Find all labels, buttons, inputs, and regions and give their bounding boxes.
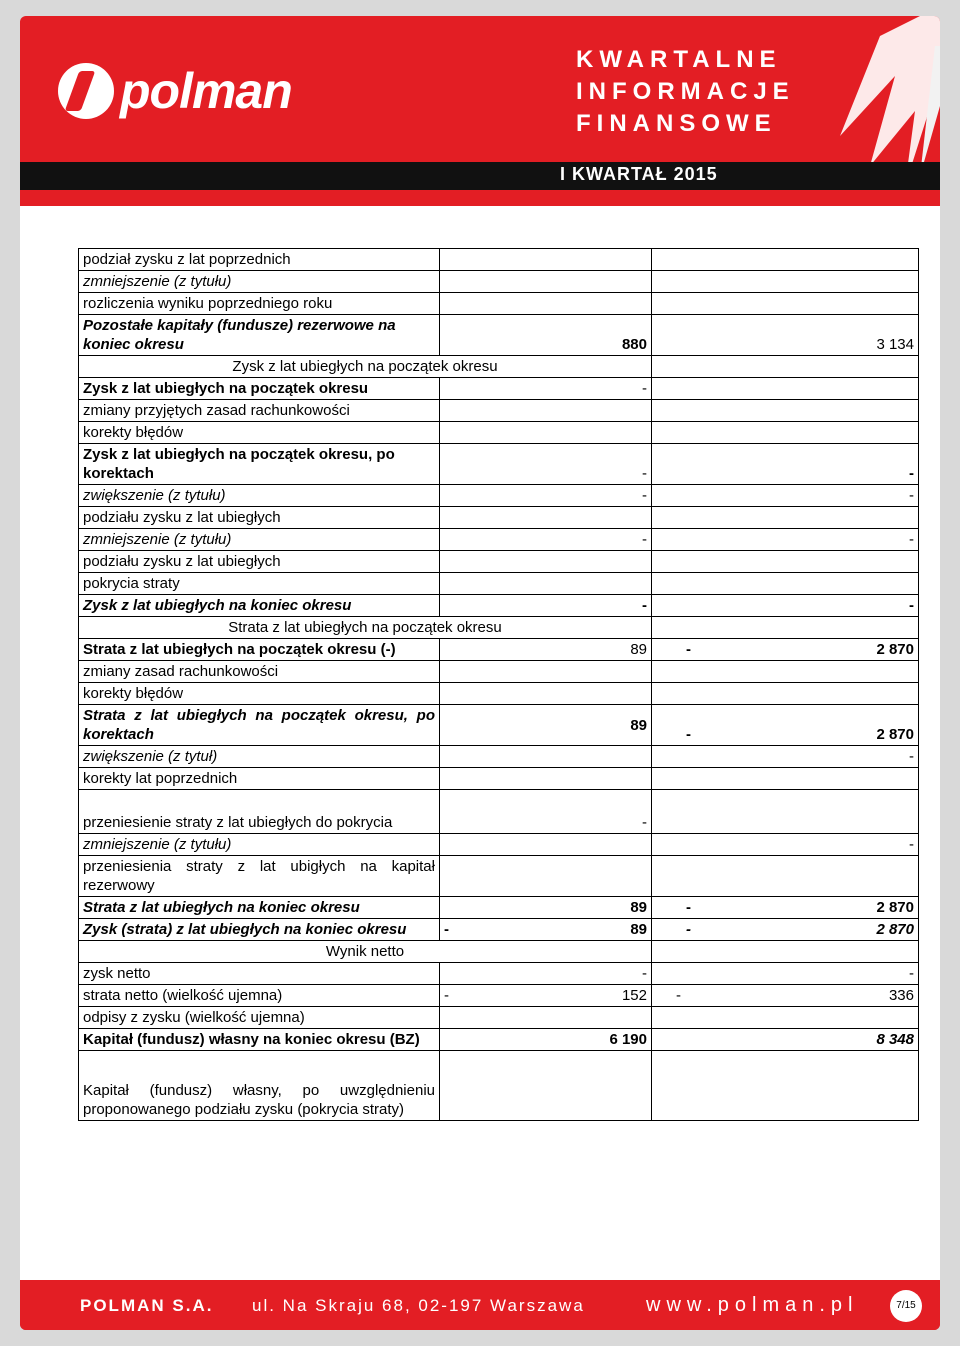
cell-value: - bbox=[440, 485, 652, 507]
cell-amount: 2 870 bbox=[876, 921, 914, 938]
row-label: korekty błędów bbox=[79, 422, 440, 444]
cell-value bbox=[652, 639, 919, 661]
cell-value: 89 bbox=[440, 705, 652, 746]
cell-value bbox=[440, 768, 652, 790]
table-row bbox=[79, 768, 919, 790]
section-header: Strata z lat ubiegłych na początek okresu bbox=[79, 617, 652, 639]
logo-text: polman bbox=[120, 63, 292, 119]
cell-value: 3 134 bbox=[652, 315, 919, 356]
section-header-row bbox=[79, 617, 919, 639]
cell-value: 89 bbox=[440, 897, 652, 919]
row-label: zmniejszenie (z tytułu) bbox=[79, 529, 440, 551]
equity-changes-table bbox=[78, 248, 919, 1121]
table-row bbox=[79, 1029, 919, 1051]
cell-sign: - bbox=[686, 899, 691, 916]
cell-value: - bbox=[440, 790, 652, 834]
footer-website: www.polman.pl bbox=[646, 1294, 859, 1316]
cell-value: - bbox=[440, 529, 652, 551]
row-label: strata netto (wielkość ujemna) bbox=[79, 985, 440, 1007]
cell-value: - bbox=[652, 746, 919, 768]
table-row bbox=[79, 444, 919, 485]
table-row bbox=[79, 985, 919, 1007]
report-title-line: KWARTALNE bbox=[576, 46, 782, 73]
table-row bbox=[79, 963, 919, 985]
cell-value bbox=[652, 400, 919, 422]
table-row bbox=[79, 378, 919, 400]
cell-value: - bbox=[652, 595, 919, 617]
cell-value bbox=[440, 507, 652, 529]
cell-value bbox=[652, 617, 919, 639]
footer bbox=[20, 1282, 940, 1330]
table-row bbox=[79, 834, 919, 856]
table-row bbox=[79, 897, 919, 919]
cell-value bbox=[652, 507, 919, 529]
cell-value: 6 190 bbox=[440, 1029, 652, 1051]
table-row bbox=[79, 683, 919, 705]
table-row bbox=[79, 595, 919, 617]
cell-split bbox=[656, 725, 914, 744]
row-label: zmiany zasad rachunkowości bbox=[79, 661, 440, 683]
cell-value bbox=[652, 378, 919, 400]
cell-value bbox=[440, 271, 652, 293]
cell-sign: - bbox=[686, 641, 691, 658]
section-header-row bbox=[79, 941, 919, 963]
cell-sign: - bbox=[444, 987, 449, 1004]
table-row bbox=[79, 573, 919, 595]
table-row bbox=[79, 551, 919, 573]
cell-value bbox=[440, 293, 652, 315]
company-logo bbox=[58, 56, 292, 126]
content-area bbox=[20, 206, 940, 1280]
cell-value bbox=[652, 573, 919, 595]
row-label: korekty błędów bbox=[79, 683, 440, 705]
cell-value bbox=[652, 1007, 919, 1029]
cell-split bbox=[656, 986, 914, 1005]
cell-value bbox=[440, 551, 652, 573]
cell-value bbox=[440, 834, 652, 856]
cell-amount: 152 bbox=[621, 987, 647, 1004]
table-row bbox=[79, 400, 919, 422]
cell-value bbox=[440, 1051, 652, 1121]
row-label: Strata z lat ubiegłych na początek okresu, po korektach bbox=[79, 705, 440, 746]
row-label: zwiększenie (z tytułu) bbox=[79, 485, 440, 507]
cell-value bbox=[440, 400, 652, 422]
row-label: odpisy z zysku (wielkość ujemna) bbox=[79, 1007, 440, 1029]
table-row bbox=[79, 422, 919, 444]
row-label: Kapitał (fundusz) własny na koniec okresu (BZ) bbox=[79, 1029, 440, 1051]
row-label: Strata z lat ubiegłych na koniec okresu bbox=[79, 897, 440, 919]
cell-amount: 336 bbox=[888, 987, 914, 1004]
cell-value bbox=[652, 1051, 919, 1121]
cell-value bbox=[652, 705, 919, 746]
cell-value bbox=[652, 919, 919, 941]
logo-mark-icon bbox=[58, 63, 114, 119]
table-row bbox=[79, 919, 919, 941]
section-header: Wynik netto bbox=[79, 941, 652, 963]
cell-value bbox=[440, 422, 652, 444]
cell-value bbox=[652, 941, 919, 963]
report-title bbox=[576, 44, 795, 140]
row-label: rozliczenia wyniku poprzedniego roku bbox=[79, 293, 440, 315]
row-label: zwiększenie (z tytuł) bbox=[79, 746, 440, 768]
cell-value bbox=[652, 661, 919, 683]
table-row bbox=[79, 790, 919, 834]
header bbox=[20, 16, 940, 216]
table-row bbox=[79, 661, 919, 683]
cell-value bbox=[652, 271, 919, 293]
cell-split bbox=[656, 640, 914, 659]
table-row bbox=[79, 529, 919, 551]
row-label: Zysk z lat ubiegłych na początek okresu, po korektach bbox=[79, 444, 440, 485]
row-label: Strata z lat ubiegłych na początek okresu (-) bbox=[79, 639, 440, 661]
page-number: 7/15 bbox=[890, 1290, 922, 1322]
cell-sign: - bbox=[686, 726, 691, 743]
row-label: podział zysku z lat poprzednich bbox=[79, 249, 440, 271]
row-label: zysk netto bbox=[79, 963, 440, 985]
row-label: Zysk z lat ubiegłych na początek okresu bbox=[79, 378, 440, 400]
row-label: zmniejszenie (z tytułu) bbox=[79, 834, 440, 856]
cell-split bbox=[444, 986, 647, 1005]
table-row bbox=[79, 1007, 919, 1029]
table-row bbox=[79, 293, 919, 315]
cell-amount: 89 bbox=[630, 921, 647, 938]
cell-value bbox=[440, 856, 652, 897]
table-row bbox=[79, 705, 919, 746]
quarter-label: I KWARTAŁ 2015 bbox=[560, 164, 718, 184]
cell-value bbox=[440, 985, 652, 1007]
footer-company: POLMAN S.A. bbox=[80, 1296, 214, 1315]
row-label: Pozostałe kapitały (fundusze) rezerwowe na koniec okresu bbox=[79, 315, 440, 356]
page bbox=[20, 16, 940, 1330]
row-label: pokrycia straty bbox=[79, 573, 440, 595]
table-row bbox=[79, 271, 919, 293]
cell-value: 89 bbox=[440, 639, 652, 661]
row-label: przeniesienie straty z lat ubiegłych do pokrycia bbox=[79, 790, 440, 834]
cell-amount: 2 870 bbox=[876, 899, 914, 916]
cell-value: 880 bbox=[440, 315, 652, 356]
footer-address: ul. Na Skraju 68, 02-197 Warszawa bbox=[252, 1296, 585, 1315]
cell-value: - bbox=[652, 529, 919, 551]
cell-value: 8 348 bbox=[652, 1029, 919, 1051]
cell-value bbox=[652, 768, 919, 790]
cell-value bbox=[440, 746, 652, 768]
row-label: Zysk z lat ubiegłych na koniec okresu bbox=[79, 595, 440, 617]
section-header: Zysk z lat ubiegłych na początek okresu bbox=[79, 356, 652, 378]
row-label: zmniejszenie (z tytułu) bbox=[79, 271, 440, 293]
cell-value bbox=[652, 985, 919, 1007]
cell-value bbox=[440, 573, 652, 595]
table-row bbox=[79, 249, 919, 271]
row-label: zmiany przyjętych zasad rachunkowości bbox=[79, 400, 440, 422]
cell-value bbox=[652, 856, 919, 897]
cell-value bbox=[652, 293, 919, 315]
cell-value bbox=[440, 661, 652, 683]
table-row bbox=[79, 507, 919, 529]
report-title-line: INFORMACJE bbox=[576, 78, 795, 105]
cell-value bbox=[652, 683, 919, 705]
cell-split bbox=[444, 920, 647, 939]
row-label: podziału zysku z lat ubiegłych bbox=[79, 551, 440, 573]
cell-value bbox=[652, 897, 919, 919]
cell-value bbox=[652, 790, 919, 834]
cell-sign: - bbox=[676, 987, 681, 1004]
cell-value: - bbox=[440, 444, 652, 485]
cell-value: - bbox=[652, 485, 919, 507]
table-row bbox=[79, 746, 919, 768]
cell-value: - bbox=[652, 963, 919, 985]
row-label: przeniesienia straty z lat ubigłych na kapitał rezerwowy bbox=[79, 856, 440, 897]
cell-value: - bbox=[440, 595, 652, 617]
cell-value: - bbox=[440, 378, 652, 400]
report-title-line: FINANSOWE bbox=[576, 110, 777, 137]
cell-split bbox=[656, 898, 914, 917]
cell-value: - bbox=[440, 963, 652, 985]
cell-value: - bbox=[652, 444, 919, 485]
cell-value bbox=[652, 356, 919, 378]
row-label: podziału zysku z lat ubiegłych bbox=[79, 507, 440, 529]
cell-value bbox=[440, 1007, 652, 1029]
table-row bbox=[79, 856, 919, 897]
table-row bbox=[79, 315, 919, 356]
cell-sign: - bbox=[444, 921, 449, 938]
cell-value bbox=[652, 249, 919, 271]
cell-amount: 2 870 bbox=[876, 726, 914, 743]
cell-split bbox=[656, 920, 914, 939]
row-label: korekty lat poprzednich bbox=[79, 768, 440, 790]
cell-value bbox=[652, 422, 919, 444]
table-row bbox=[79, 639, 919, 661]
section-header-row bbox=[79, 356, 919, 378]
quarter-bar bbox=[20, 162, 940, 190]
cell-value bbox=[652, 551, 919, 573]
cell-value bbox=[440, 919, 652, 941]
cell-sign: - bbox=[686, 921, 691, 938]
table-row bbox=[79, 485, 919, 507]
cell-amount: 2 870 bbox=[876, 641, 914, 658]
row-label: Zysk (strata) z lat ubiegłych na koniec okresu bbox=[79, 919, 440, 941]
table-row bbox=[79, 1051, 919, 1121]
cell-value: - bbox=[652, 834, 919, 856]
cell-value bbox=[440, 249, 652, 271]
row-label: Kapitał (fundusz) własny, po uwzględnieniu proponowanego podziału zysku (pokrycia straty) bbox=[79, 1051, 440, 1121]
cell-value bbox=[440, 683, 652, 705]
